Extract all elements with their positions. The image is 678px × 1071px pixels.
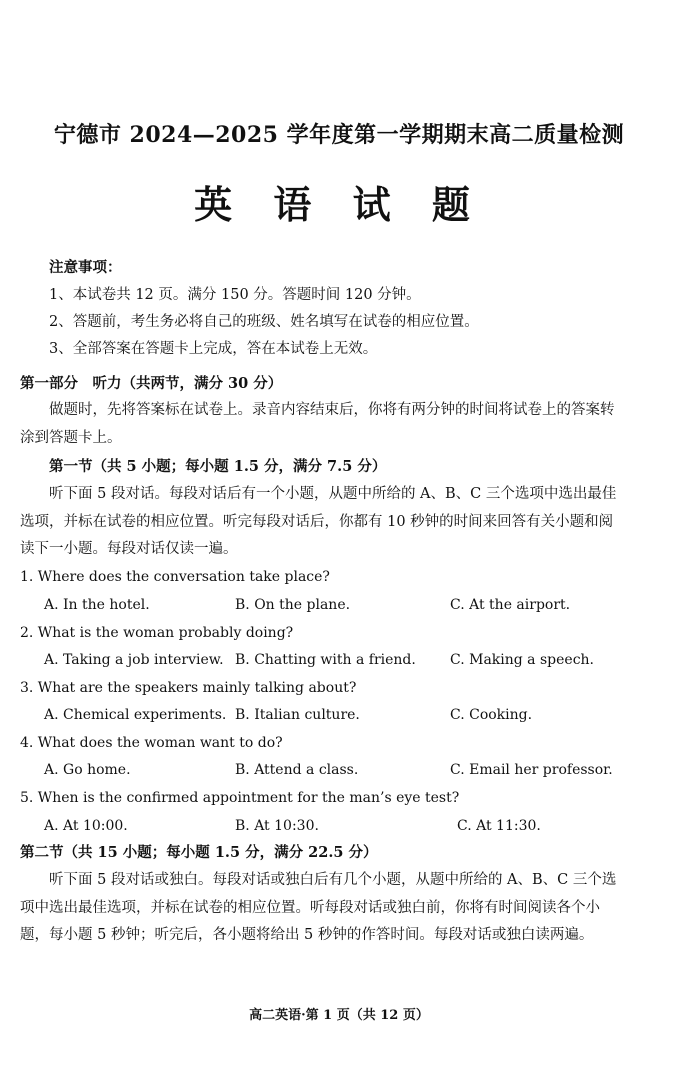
q3-option-c: C. Cooking. <box>450 707 533 723</box>
q5-option-b: B. At 10:30. <box>235 818 319 834</box>
question-1: 1. Where does the conversation take place? <box>20 569 330 585</box>
q2-option-c: C. Making a speech. <box>450 652 595 668</box>
q1-option-b: B. On the plane. <box>235 597 351 613</box>
q4-option-a: A. Go home. <box>44 762 131 778</box>
part1-instructions: 做题时，先将答案标在试卷上。录音内容结束后，你将有两分钟的时间将试卷上的答案转涂到答题卡上。 <box>20 402 615 446</box>
question-3: 3. What are the speakers mainly talking about? <box>20 680 357 696</box>
q1-option-a: A. In the hotel. <box>44 597 150 613</box>
page-footer: 高二英语·第 1 页（共 12 页） <box>249 1008 429 1023</box>
q3-option-b: B. Italian culture. <box>235 707 360 723</box>
q5-option-a: A. At 10:00. <box>44 818 128 834</box>
section1-heading: 第一节（共 5 小题；每小题 1.5 分，满分 7.5 分） <box>49 458 387 475</box>
notice-item-3: 3、全部答案在答题卡上完成，答在本试卷上无效。 <box>49 341 378 357</box>
question-5: 5. When is the confirmed appointment for the man’s eye test? <box>20 790 460 806</box>
section1-instructions: 听下面 5 段对话。每段对话后有一个小题，从题中所给的 A、B、C 三个选项中选出最佳选项，并标在试卷的相应位置。听完每段对话后，你都有 10 秒钟的时间来回答有关小题和阅读下一小题。每段对话仅读一遍。 <box>20 486 617 557</box>
exam-subject-title: 英 语 试 题 <box>194 182 484 227</box>
section2-heading: 第二节（共 15 小题；每小题 1.5 分，满分 22.5 分） <box>20 844 378 861</box>
exam-title: 宁德市 2024—2025 学年度第一学期期末高二质量检测 <box>53 122 625 148</box>
notice-item-2: 2、答题前，考生务必将自己的班级、姓名填写在试卷的相应位置。 <box>49 314 479 330</box>
notice-item-1: 1、本试卷共 12 页。满分 150 分。答题时间 120 分钟。 <box>49 287 421 303</box>
q5-option-c: C. At 11:30. <box>457 818 541 834</box>
notice-heading: 注意事项： <box>49 259 122 276</box>
q2-option-a: A. Taking a job interview. <box>44 652 224 668</box>
section2-instructions: 听下面 5 段对话或独白。每段对话或独白后有几个小题，从题中所给的 A、B、C 三个选项中选出最佳选项，并标在试卷的相应位置。听每段对话或独白前，你将有时间阅读各个小题，每小题 5 秒钟；听完后，各小题将给出 5 秒钟的作答时间。每段对话或独白读两遍。 <box>20 872 617 943</box>
q4-option-b: B. Attend a class. <box>235 762 359 778</box>
q1-option-c: C. At the airport. <box>450 597 571 613</box>
q4-option-c: C. Email her professor. <box>450 762 613 778</box>
part1-heading: 第一部分 听力（共两节，满分 30 分） <box>20 375 283 392</box>
q2-option-b: B. Chatting with a friend. <box>235 652 416 668</box>
question-4: 4. What does the woman want to do? <box>20 735 283 751</box>
question-2: 2. What is the woman probably doing? <box>20 625 294 641</box>
q3-option-a: A. Chemical experiments. <box>44 707 227 723</box>
